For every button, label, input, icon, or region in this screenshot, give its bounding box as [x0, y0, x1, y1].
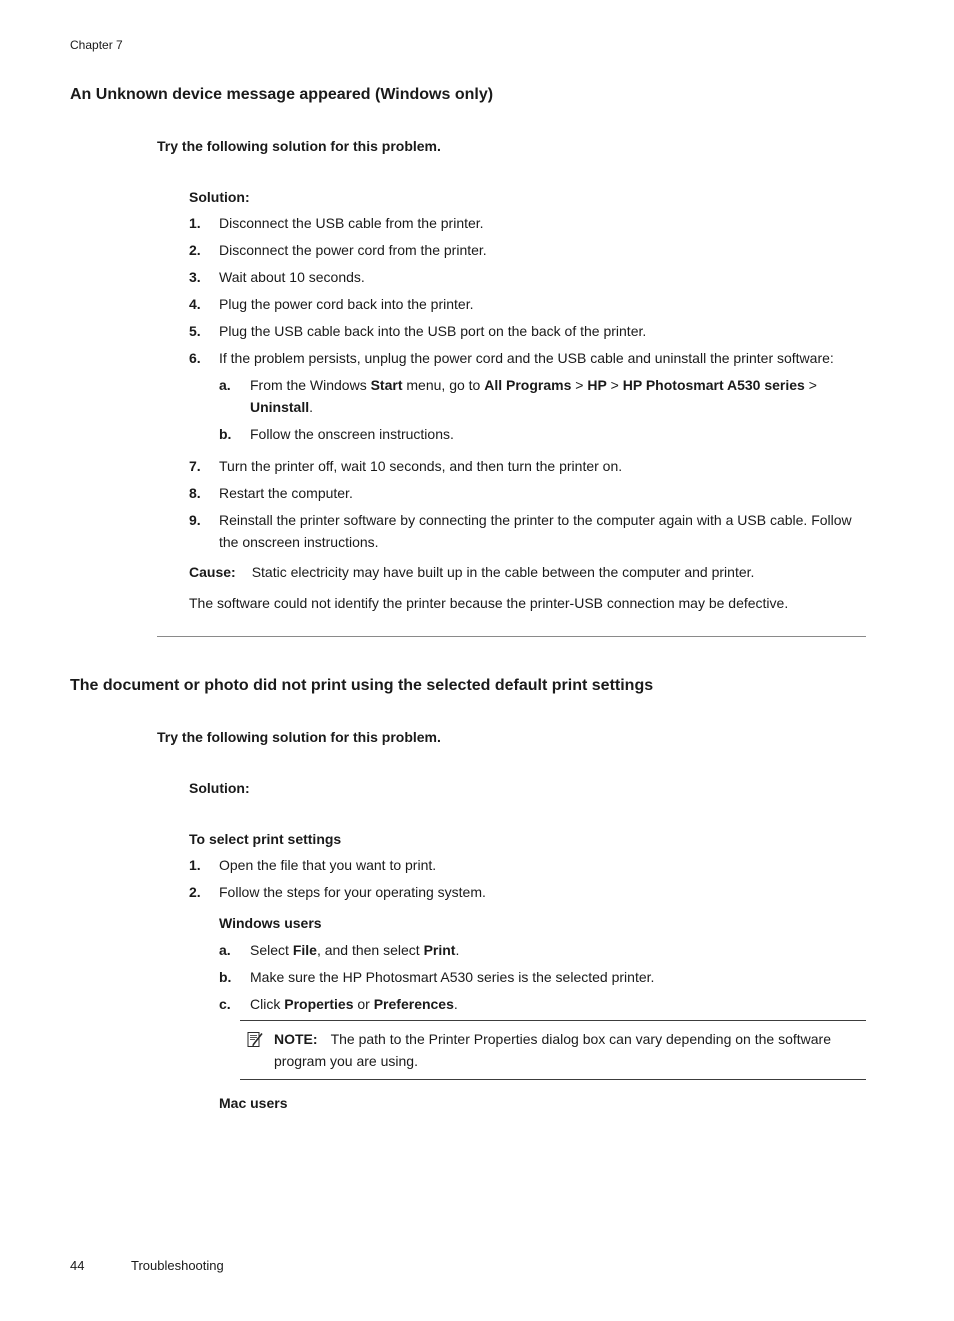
section1-intro: Try the following solution for this problem. [157, 138, 441, 154]
section1-title: An Unknown device message appeared (Windows only) [70, 86, 494, 103]
cause-text: Static electricity may have built up in the cable between the computer and printer. [251, 564, 755, 580]
step-text: Reinstall the printer software by connecting the printer to the computer again with a USB cable. Follow the onscreen instructions. [219, 512, 852, 550]
page-content [70, 38, 866, 1119]
step-3 [189, 266, 866, 288]
mac-users-label: Mac users [219, 1095, 288, 1111]
section2-solution-label: Solution: [189, 780, 250, 796]
step-text-line: Follow the steps for your operating system. [219, 884, 486, 900]
windows-substeps [219, 939, 866, 1015]
step-number: 8. [189, 485, 201, 501]
step-text: Restart the computer. [219, 485, 353, 501]
step-6 [189, 347, 866, 450]
step-8 [189, 482, 866, 504]
section2-intro: Try the following solution for this problem. [157, 729, 441, 745]
step-number: 1. [189, 857, 201, 873]
step-9 [189, 509, 866, 553]
section-divider [157, 636, 866, 637]
chapter-label: Chapter 7 [70, 38, 123, 52]
page-footer [70, 1258, 224, 1274]
step-number: 7. [189, 458, 201, 474]
step-5 [189, 320, 866, 342]
section2-steps [189, 854, 866, 1114]
substep-text: Select File, and then select Print. [250, 942, 460, 958]
step-text: Disconnect the power cord from the printer. [219, 242, 487, 258]
substep-text: Make sure the HP Photosmart A530 series is the selected printer. [250, 969, 655, 985]
step-4 [189, 293, 866, 315]
substep-text: From the Windows Start menu, go to All Programs > HP > HP Photosmart A530 series > Uninstall. [250, 377, 817, 415]
step-number: 2. [189, 242, 201, 258]
step-1 [189, 854, 866, 876]
step-text: Plug the USB cable back into the USB port on the back of the printer. [219, 323, 647, 339]
section1-extra-paragraph: The software could not identify the printer because the printer-USB connection may be defective. [189, 595, 789, 611]
step-6-substeps [219, 374, 866, 445]
substep-b [219, 966, 866, 988]
footer-section-label: Troubleshooting [131, 1258, 224, 1273]
section1-solution-label: Solution: [189, 189, 250, 205]
step-text-line: If the problem persists, unplug the power cord and the USB cable and uninstall the printer software: [219, 350, 834, 366]
step-number: 5. [189, 323, 201, 339]
step-7 [189, 455, 866, 477]
note-text: The path to the Printer Properties dialog box can vary depending on the software program you are using. [274, 1031, 831, 1069]
note-box [240, 1020, 866, 1080]
step-number: 3. [189, 269, 201, 285]
substep-letter: b. [219, 969, 232, 985]
step-2 [189, 881, 866, 1114]
step-number: 4. [189, 296, 201, 312]
substep-letter: a. [219, 377, 231, 393]
cause-label: Cause: [189, 564, 236, 580]
step-text: Wait about 10 seconds. [219, 269, 365, 285]
step-text [219, 347, 866, 450]
substep-letter: b. [219, 426, 232, 442]
step-1 [189, 212, 866, 234]
substep-a [219, 374, 866, 418]
note-label: NOTE: [274, 1031, 318, 1047]
step-number: 1. [189, 215, 201, 231]
step-number: 6. [189, 350, 201, 366]
substep-letter: a. [219, 942, 231, 958]
step-number: 2. [189, 884, 201, 900]
step-2 [189, 239, 866, 261]
step-text: Open the file that you want to print. [219, 857, 437, 873]
cause-paragraph [189, 561, 866, 583]
section2-title: The document or photo did not print using the selected default print settings [70, 677, 654, 694]
note-content [274, 1028, 866, 1072]
step-number: 9. [189, 512, 201, 528]
substep-b [219, 423, 866, 445]
substep-letter: c. [219, 996, 231, 1012]
substep-text: Click Properties or Preferences. [250, 996, 458, 1012]
step-text: Turn the printer off, wait 10 seconds, and then turn the printer on. [219, 458, 623, 474]
step-text: Disconnect the USB cable from the printer. [219, 215, 484, 231]
substep-c [219, 993, 866, 1015]
procedure-title: To select print settings [189, 831, 342, 847]
windows-users-label: Windows users [219, 915, 322, 931]
substep-a [219, 939, 866, 961]
step-text: Plug the power cord back into the printer. [219, 296, 474, 312]
footer-page-number: 44 [70, 1258, 85, 1273]
step-text [219, 881, 866, 1114]
section1-steps [189, 212, 866, 553]
substep-text: Follow the onscreen instructions. [250, 426, 454, 442]
note-icon [247, 1028, 274, 1072]
